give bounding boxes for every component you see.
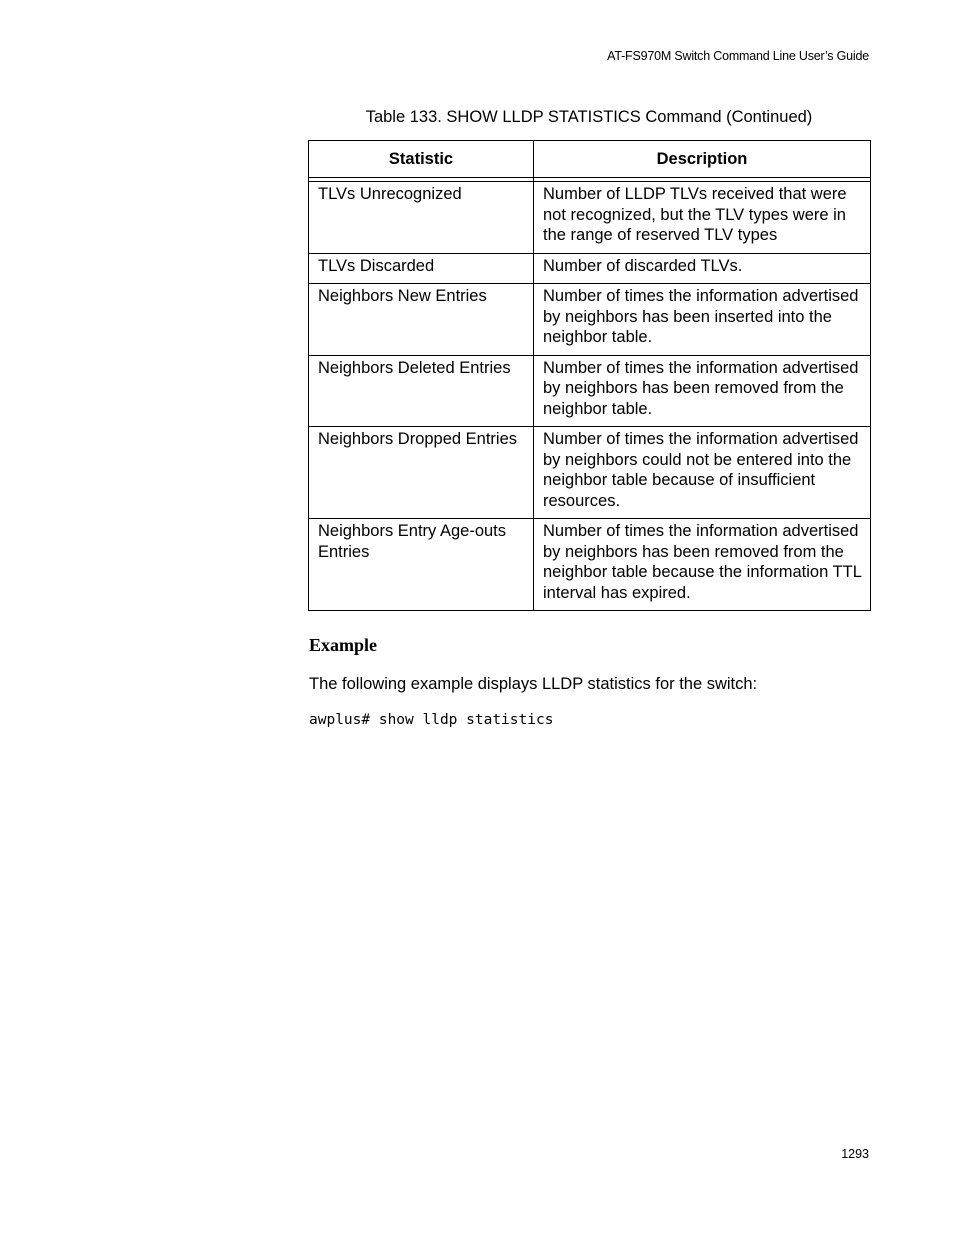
statistic-cell: Neighbors Deleted Entries	[309, 355, 534, 427]
description-cell: Number of LLDP TLVs received that were not recognized, but the TLV types were in the range of reserved TLV types	[534, 182, 871, 254]
table-row	[309, 284, 871, 356]
table-row	[309, 182, 871, 254]
example-heading: Example	[309, 635, 378, 655]
table-caption: Table 133. SHOW LLDP STATISTICS Command (Continued)	[365, 108, 813, 126]
description-cell: Number of times the information advertised by neighbors has been removed from the neighbor table.	[534, 355, 871, 427]
table-row	[309, 355, 871, 427]
statistic-cell: Neighbors Entry Age-outs Entries	[309, 519, 534, 611]
statistic-cell: TLVs Unrecognized	[309, 182, 534, 254]
table-row	[309, 427, 871, 519]
running-header: AT-FS970M Switch Command Line User’s Guide	[607, 49, 869, 63]
table-row	[309, 519, 871, 611]
statistic-cell: TLVs Discarded	[309, 253, 534, 284]
statistic-cell: Neighbors New Entries	[309, 284, 534, 356]
example-description: The following example displays LLDP statistics for the switch:	[309, 675, 758, 693]
example-command: awplus# show lldp statistics	[309, 712, 554, 728]
page-number: 1293	[841, 1147, 869, 1161]
column-header-statistic: Statistic	[309, 141, 534, 178]
table-header-row	[309, 141, 871, 178]
description-cell: Number of discarded TLVs.	[534, 253, 871, 284]
statistics-table	[308, 140, 871, 611]
description-cell: Number of times the information advertised by neighbors could not be entered into the neighbor table because of insufficient resources.	[534, 427, 871, 519]
table-row	[309, 253, 871, 284]
description-cell: Number of times the information advertised by neighbors has been removed from the neighbor table because the information TTL interval has expired.	[534, 519, 871, 611]
statistic-cell: Neighbors Dropped Entries	[309, 427, 534, 519]
column-header-description: Description	[534, 141, 871, 178]
description-cell: Number of times the information advertised by neighbors has been inserted into the neighbor table.	[534, 284, 871, 356]
